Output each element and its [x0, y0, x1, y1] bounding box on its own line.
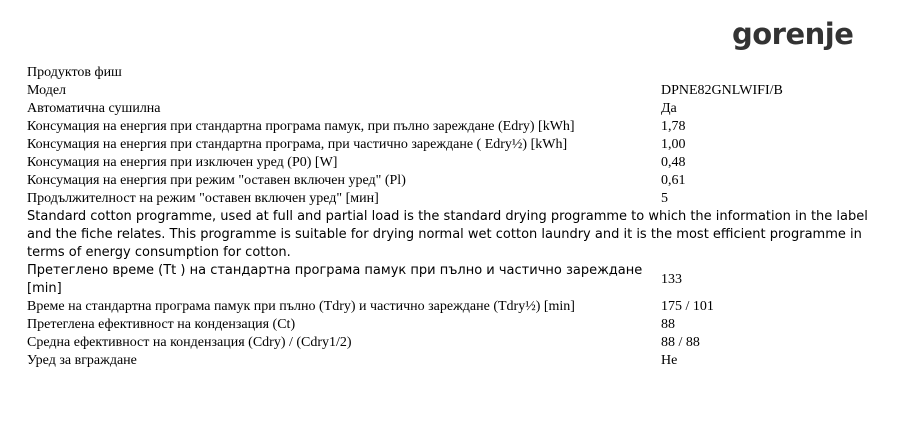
row-label: Консумация на енергия при режим "оставен включен уред" (Pl): [27, 173, 406, 188]
row-label: Време на стандартна програма памук при пълно (Tdry) и частично зареждане (Tdry½) [min]: [27, 299, 575, 314]
gorenje-logo: gorenje: [732, 17, 854, 51]
row-value: Не: [661, 353, 678, 368]
product-fiche: [27, 64, 897, 370]
row-value: 0,48: [661, 155, 686, 170]
fiche-row-p0: [27, 154, 897, 172]
fiche-row-left-on-duration: [27, 190, 897, 208]
row-value: Да: [661, 101, 677, 116]
row-label: Уред за вграждане: [27, 353, 137, 368]
fiche-row-pl: [27, 172, 897, 190]
row-value: 88 / 88: [661, 335, 700, 350]
row-label: Продължителност на режим "оставен включен уред" [мин]: [27, 191, 379, 206]
row-value: DPNE82GNLWIFI/B: [661, 83, 783, 98]
standard-programme-note: Standard cotton programme, used at full and partial load is the standard drying programme to which the information in the label and the fiche relates. This programme is suitable for drying normal wet cotton laundry and it is the most efficient programme in terms of energy consumption for cotton.: [27, 209, 868, 260]
row-value: 0,61: [661, 173, 686, 188]
fiche-row-average-condensation: [27, 334, 897, 352]
row-label: Консумация на енергия при стандартна програма, при частично зареждане ( Edry½) [kWh]: [27, 137, 568, 152]
row-value: 88: [661, 317, 675, 332]
row-label: Консумация на енергия при изключен уред (P0) [W]: [27, 155, 338, 170]
row-label: Автоматична сушилна: [27, 101, 161, 116]
fiche-row-built-in: [27, 352, 897, 370]
row-label: Претеглено време (Tt ) на стандартна програма памук при пълно и частично зареждане [min]: [27, 263, 643, 296]
row-value: 133: [661, 272, 682, 287]
row-label: Средна ефективност на кондензация (Cdry) / (Cdry1/2): [27, 335, 352, 350]
row-value: 1,00: [661, 137, 686, 152]
row-label: Консумация на енергия при стандартна програма памук, при пълно зареждане (Edry) [kWh]: [27, 119, 575, 134]
row-label: Модел: [27, 83, 67, 98]
row-value: 5: [661, 191, 668, 206]
fiche-row-automatic: [27, 100, 897, 118]
fiche-row-edry-partial: [27, 136, 897, 154]
fiche-row-weighted-time: [27, 262, 897, 298]
fiche-row-model: [27, 82, 897, 100]
fiche-row-weighted-condensation: [27, 316, 897, 334]
fiche-row-programme-time: [27, 298, 897, 316]
fiche-row-edry-full: [27, 118, 897, 136]
row-value: 1,78: [661, 119, 686, 134]
row-label: Претеглена ефективност на кондензация (Ct): [27, 317, 296, 332]
row-value: 175 / 101: [661, 299, 714, 314]
fiche-title: Продуктов фиш: [27, 65, 122, 80]
